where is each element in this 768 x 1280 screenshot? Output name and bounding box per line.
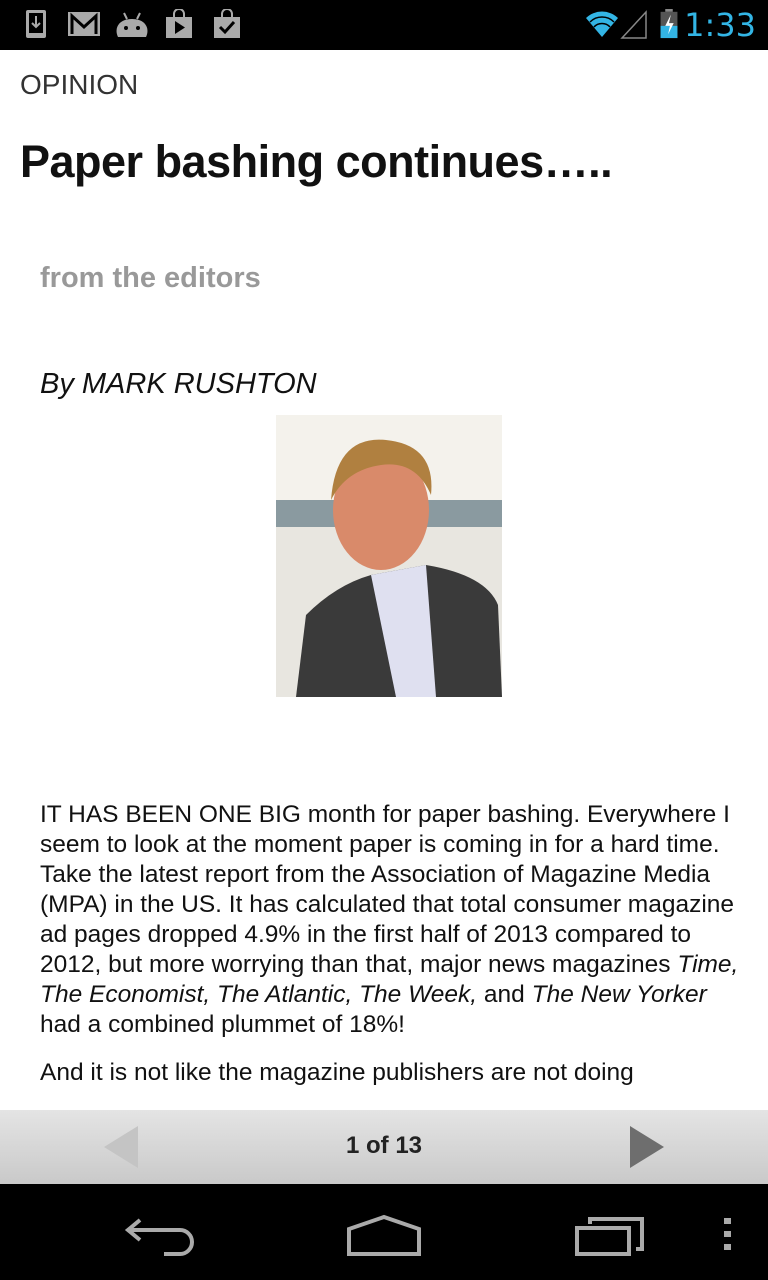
download-icon <box>22 9 52 39</box>
paragraph-emphasis: Time, The Economist, The Atlantic, The Week, <box>40 951 739 1008</box>
menu-icon[interactable] <box>722 1218 734 1252</box>
next-page-button[interactable] <box>628 1126 664 1168</box>
article-title: Paper bashing continues….. <box>20 136 613 187</box>
status-bar <box>0 0 768 50</box>
article-content[interactable] <box>0 50 768 1110</box>
play-store-icon <box>164 9 194 39</box>
battery-charging-icon <box>656 9 682 39</box>
home-icon[interactable] <box>346 1214 422 1256</box>
back-icon[interactable] <box>124 1216 196 1256</box>
paragraph-text: had a combined plummet of 18%! <box>40 1011 405 1038</box>
pager-bar <box>0 1110 768 1184</box>
recent-apps-icon[interactable] <box>574 1216 646 1256</box>
byline: By MARK RUSHTON <box>40 368 317 400</box>
navigation-bar <box>0 1184 768 1280</box>
paragraph-emphasis: The New Yorker <box>531 981 707 1008</box>
article-subtitle: from the editors <box>40 262 261 294</box>
signal-icon <box>620 9 648 39</box>
wifi-icon <box>584 9 620 39</box>
paragraph-text: and <box>477 981 532 1008</box>
author-photo <box>276 415 502 697</box>
android-icon <box>114 9 150 39</box>
tasks-icon <box>212 9 242 39</box>
page-indicator: 1 of 13 <box>345 1132 423 1159</box>
paragraph-text: IT HAS BEEN ONE BIG month for paper bashing. Everywhere I seem to look at the moment paper is coming in for a hard time. Take the latest report from the Association of Magazine Media (MPA) in the US. It has calculated that total consumer magazine ad pages dropped 4.9% in the first half of 2013 compared to 2012, but more worrying than that, major news magazines <box>40 801 735 978</box>
gmail-icon <box>67 9 101 39</box>
section-label: OPINION <box>20 69 139 100</box>
clock: 1:33 <box>684 6 756 44</box>
paragraph: And it is not like the magazine publishers are not doing <box>40 1059 634 1086</box>
article-body <box>40 800 740 1106</box>
paragraph <box>40 800 740 1040</box>
